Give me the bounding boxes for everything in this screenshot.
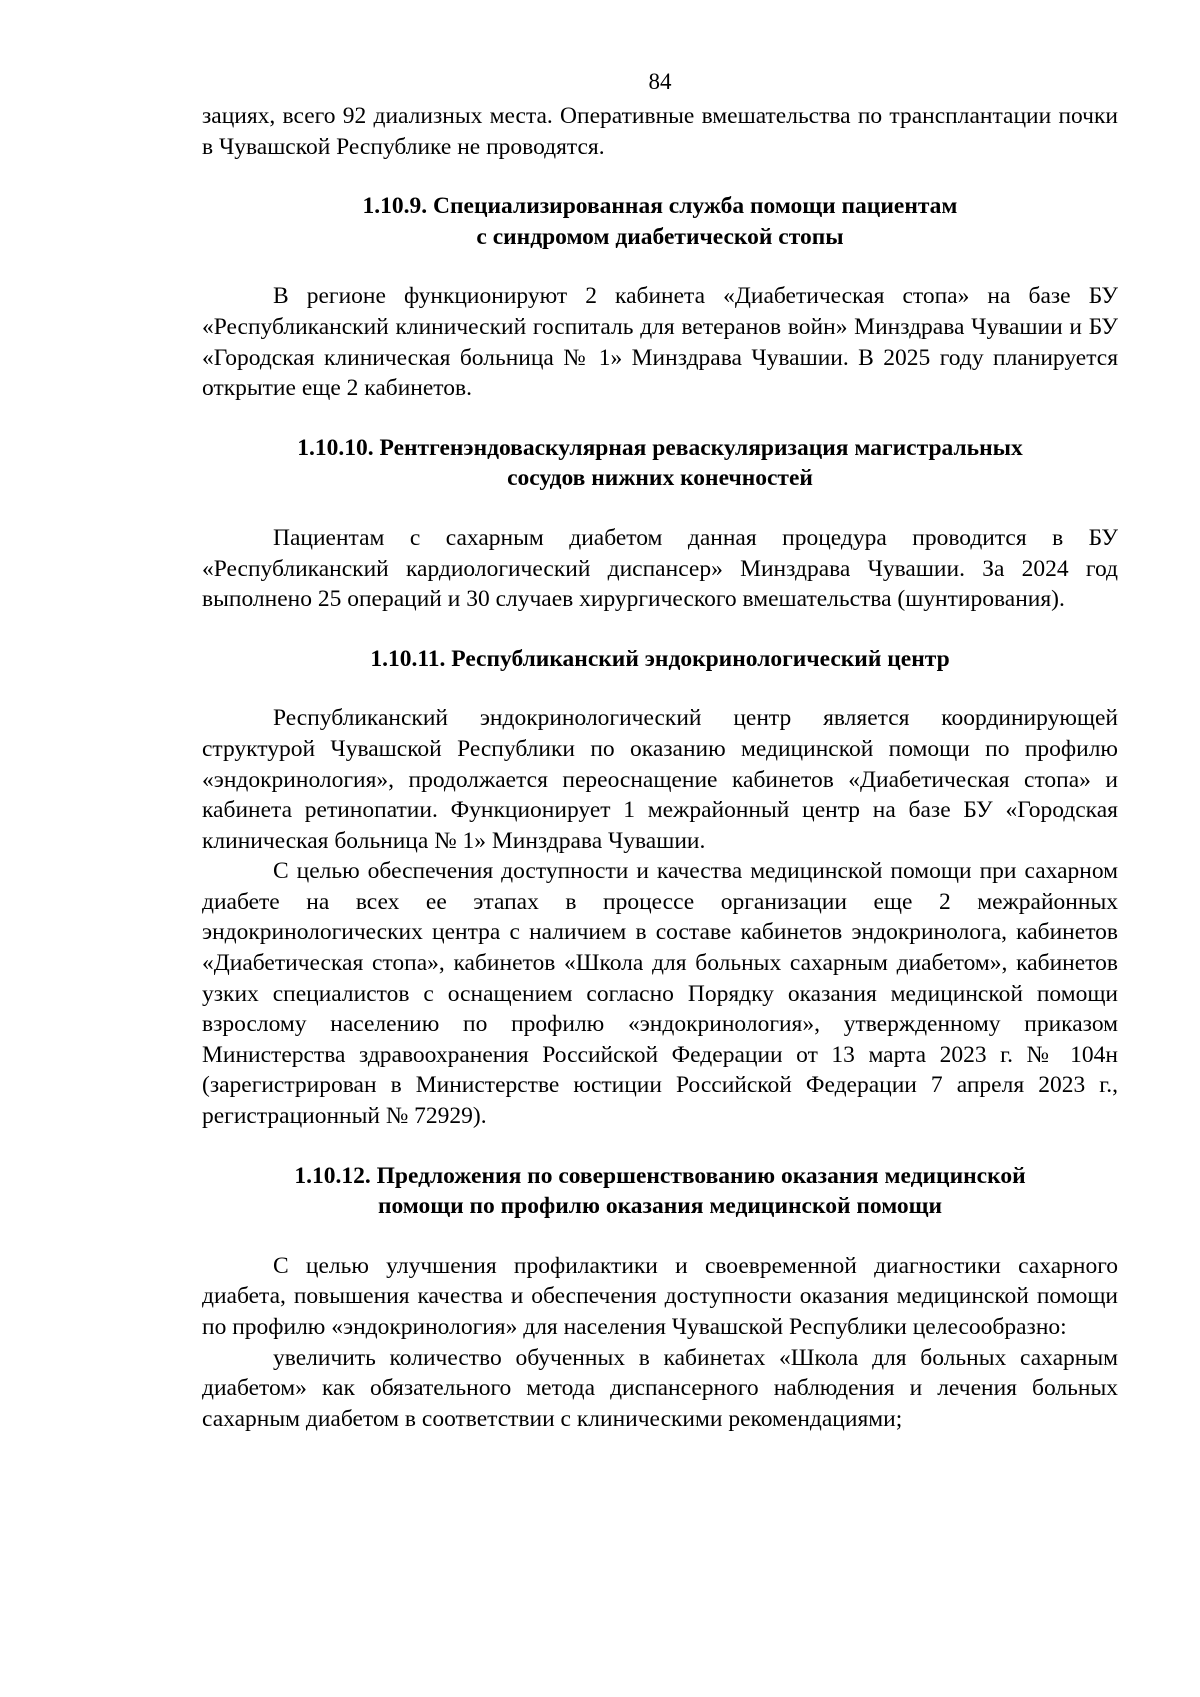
section-heading-line: 1.10.11. Республиканский эндокринологический центр [370,645,950,672]
section-heading-line: с синдромом диабетической стопы [476,223,844,250]
section-heading-1-10-10 [202,433,1118,494]
paragraph: В регионе функционируют 2 кабинета «Диабетическая стопа» на базе БУ «Республиканский клинический госпиталь для ветеранов войн» Минздрава Чувашии и БУ «Городская клиническая больница № 1» Минздрава Чувашии. В 2025 году планируется открытие еще 2 кабинетов. [202,283,1118,402]
paragraph: С целью улучшения профилактики и своевременной диагностики сахарного диабета, повышения качества и обеспечения доступности оказания медицинской помощи по профилю «эндокринология» для населения Чувашской Республики целесообразно: [202,1252,1118,1340]
section-heading-line: 1.10.10. Рентгенэндоваскулярная реваскуляризация магистральных [297,434,1023,461]
document-page [202,68,1118,1434]
section-heading-line: помощи по профилю оказания медицинской помощи [377,1193,943,1220]
section-heading-line: сосудов нижних конечностей [507,465,813,492]
section-heading-1-10-11 [202,644,1118,675]
paragraph: Пациентам с сахарным диабетом данная процедура проводится в БУ «Республиканский кардиологический диспансер» Минздрава Чувашии. За 2024 год выполнено 25 операций и 30 случаев хирургического вмешательства (шунтирования). [202,524,1118,613]
paragraph: С целью обеспечения доступности и качества медицинской помощи при сахарном диабете на всех ее этапах в процессе организации еще 2 межрайонных эндокринологических центра с наличием в составе кабинетов эндокринолога, кабинетов «Диабетическая стопа», кабинетов «Школа для больных сахарным диабетом», кабинетов узких специалистов с оснащением согласно Порядку оказания медицинской помощи взрослому населению по профилю «эндокринология», утвержденному приказом Министерства здравоохранения Российской Федерации от 13 марта 2023 г. № 104н (зарегистрирован в Министерстве юстиции Российской Федерации 7 апреля 2023 г., регистрационный № 72929). [202,858,1118,1130]
paragraph: Республиканский эндокринологический центр является координирующей структурой Чувашской Республики по оказанию медицинской помощи по профилю «эндокринология», продолжается переоснащение кабинетов «Диабетическая стопа» и кабинета ретинопатии. Функционирует 1 межрайонный центр на базе БУ «Городская клиническая больница № 1» Минздрава Чувашии. [202,705,1118,854]
section-heading-1-10-9 [202,191,1118,252]
section-heading-line: 1.10.9. Специализированная служба помощи пациентам [362,193,958,220]
section-heading-1-10-12 [202,1161,1118,1222]
page-number: 84 [648,69,672,94]
section-heading-line: 1.10.12. Предложения по совершенствованию оказания медицинской [294,1162,1026,1189]
list-item: увеличить количество обученных в кабинетах «Школа для больных сахарным диабетом» как обязательного метода диспансерного наблюдения и лечения больных сахарным диабетом в соответствии с клиническими рекомендациями; [202,1344,1118,1432]
intro-paragraph: зациях, всего 92 диализных места. Оперативные вмешательства по трансплантации почки в Чувашской Республике не проводятся. [202,103,1118,160]
